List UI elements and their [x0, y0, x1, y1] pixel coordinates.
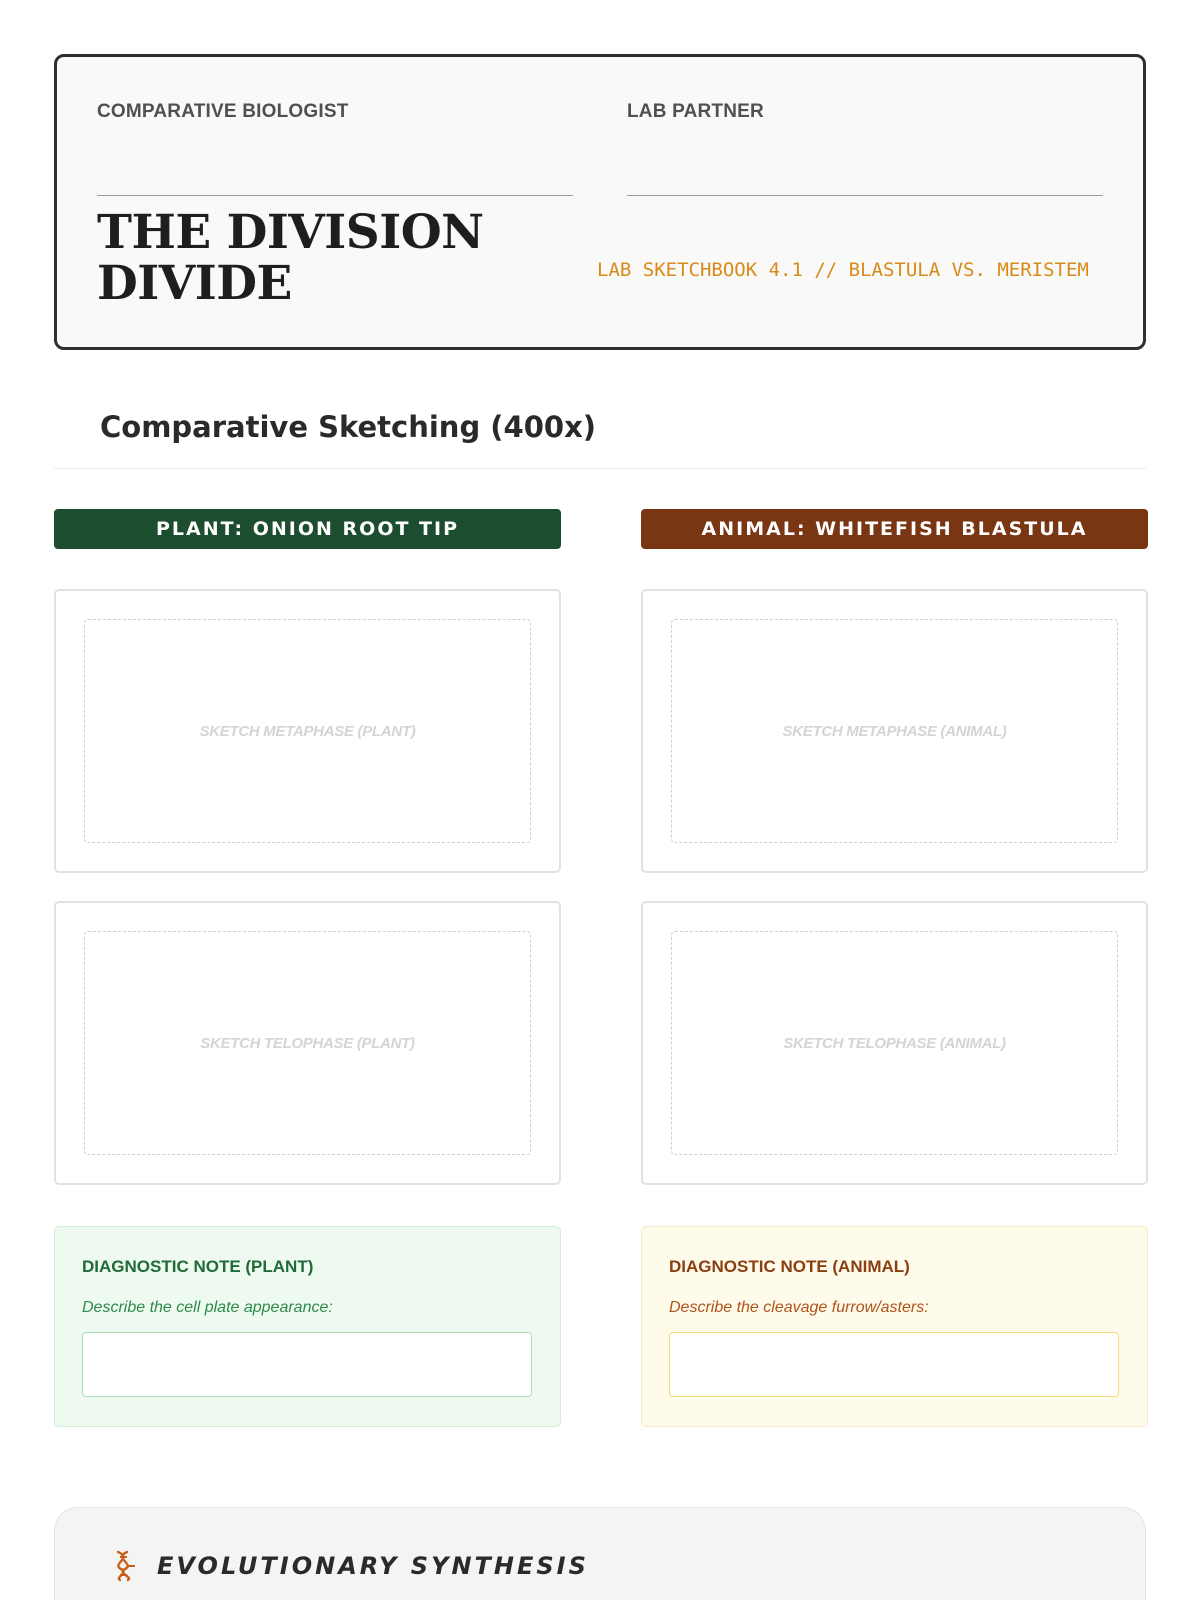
partner-underline — [627, 195, 1103, 196]
sketch-placeholder: SKETCH TELOPHASE (PLANT) — [200, 1034, 415, 1052]
partner-label: LAB PARTNER — [627, 101, 764, 122]
sketch-area[interactable] — [84, 619, 531, 843]
animal-column-banner: ANIMAL: WHITEFISH BLASTULA — [641, 509, 1148, 549]
plant-note-title: DIAGNOSTIC NOTE (PLANT) — [82, 1257, 314, 1276]
partner-field — [627, 101, 1103, 123]
sketch-area[interactable] — [671, 931, 1118, 1155]
sketch-area[interactable] — [671, 619, 1118, 843]
animal-note-title: DIAGNOSTIC NOTE (ANIMAL) — [669, 1257, 910, 1276]
animal-diagnostic-note — [641, 1226, 1148, 1427]
partner-name-input[interactable] — [627, 149, 1103, 195]
dna-icon — [109, 1550, 139, 1582]
page-subtitle: LAB SKETCHBOOK 4.1 // BLASTULA VS. MERISTEM — [597, 259, 1089, 281]
evolutionary-synthesis-card — [54, 1507, 1146, 1600]
page-title: THE DIVISION DIVIDE — [97, 205, 484, 311]
plant-note-input[interactable] — [82, 1332, 532, 1397]
animal-note-prompt: Describe the cleavage furrow/asters: — [669, 1299, 929, 1316]
biologist-label: COMPARATIVE BIOLOGIST — [97, 101, 349, 122]
header-card — [54, 54, 1146, 350]
biologist-field — [97, 101, 573, 123]
plant-telophase-sketch-box[interactable] — [54, 901, 561, 1185]
plant-metaphase-sketch-box[interactable] — [54, 589, 561, 873]
sketch-placeholder: SKETCH METAPHASE (ANIMAL) — [782, 722, 1007, 740]
animal-telophase-sketch-box[interactable] — [641, 901, 1148, 1185]
animal-metaphase-sketch-box[interactable] — [641, 589, 1148, 873]
sketch-placeholder: SKETCH TELOPHASE (ANIMAL) — [783, 1034, 1006, 1052]
sketch-placeholder: SKETCH METAPHASE (PLANT) — [199, 722, 416, 740]
plant-diagnostic-note — [54, 1226, 561, 1427]
plant-note-prompt: Describe the cell plate appearance: — [82, 1299, 333, 1316]
synthesis-title: EVOLUTIONARY SYNTHESIS — [157, 1552, 589, 1580]
plant-column-banner: PLANT: ONION ROOT TIP — [54, 509, 561, 549]
biologist-underline — [97, 195, 573, 196]
section-heading: Comparative Sketching (400x) — [100, 410, 597, 444]
animal-note-input[interactable] — [669, 1332, 1119, 1397]
sketch-area[interactable] — [84, 931, 531, 1155]
biologist-name-input[interactable] — [97, 149, 573, 195]
section-divider — [54, 468, 1146, 469]
